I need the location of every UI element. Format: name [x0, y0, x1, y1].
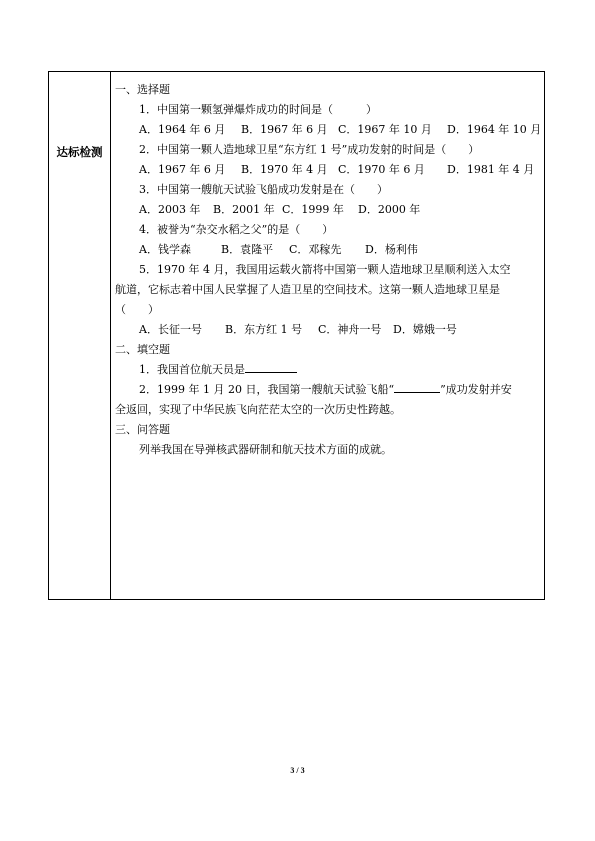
option-c: C．1999 年 — [282, 203, 344, 216]
option-c: C．1970 年 6 月 — [338, 163, 425, 176]
content-column — [115, 80, 541, 460]
answer-blank — [394, 380, 440, 393]
question-1-stem: 1．中国第一颗氢弹爆炸成功的时间是（ ） — [139, 103, 377, 116]
fill-question-2-line-2: 全返回，实现了中华民族飞向茫茫太空的一次历史性跨越。 — [115, 403, 401, 416]
question-5-options — [115, 320, 541, 340]
side-label: 达标检测 — [56, 145, 103, 159]
option-d: D．1964 年 10 月 — [447, 123, 542, 136]
option-d: D．杨利伟 — [365, 243, 418, 256]
fill-question-2-after: ”成功发射并安 — [440, 383, 512, 396]
option-a: A．2003 年 — [139, 203, 201, 216]
question-5-stem-line-1: 5．1970 年 4 月，我国用运载火箭将中国第一颗人造地球卫星顺利送入太空 — [139, 263, 511, 276]
question-2-stem: 2．中国第一颗人造地球卫星“东方红 1 号”成功发射的时间是（ ） — [139, 143, 480, 156]
option-c: C．1967 年 10 月 — [338, 123, 432, 136]
option-a: A．1967 年 6 月 — [139, 163, 226, 176]
exercise-table — [48, 71, 545, 600]
fill-question-2-line-1 — [115, 380, 541, 400]
fill-question-2-before: 2．1999 年 1 月 20 日，我国第一艘航天试验飞船“ — [139, 383, 395, 396]
fill-question-1 — [115, 360, 541, 380]
question-4-options — [115, 240, 541, 260]
option-b: B．东方红 1 号 — [225, 323, 303, 336]
option-c: C．邓稼先 — [289, 243, 342, 256]
option-b: B．1967 年 6 月 — [241, 123, 328, 136]
question-2-options — [115, 160, 541, 180]
option-d: D．嫦娥一号 — [393, 323, 457, 336]
page-number: 3 / 3 — [290, 766, 305, 775]
question-5-stem-line-2: 航道，它标志着中国人民掌握了人造卫星的空间技术。这第一颗人造地球卫星是 — [115, 283, 500, 296]
option-a: A．1964 年 6 月 — [139, 123, 226, 136]
option-c: C．神舟一号 — [318, 323, 382, 336]
question-5-stem-line-3: （ ） — [115, 303, 159, 316]
question-3-options — [115, 200, 541, 220]
question-1-options — [115, 120, 541, 140]
section-heading-essay: 三、问答题 — [115, 423, 170, 436]
answer-blank — [245, 360, 297, 373]
option-a: A．钱学森 — [139, 243, 191, 256]
section-heading-choice: 一、选择题 — [115, 83, 170, 96]
essay-question: 列举我国在导弹核武器研制和航天技术方面的成就。 — [139, 443, 392, 456]
option-d: D．1981 年 4 月 — [447, 163, 535, 176]
question-4-stem: 4．被誉为“杂交水稻之父”的是（ ） — [139, 223, 334, 236]
option-b: B．2001 年 — [213, 203, 275, 216]
fill-question-1-text: 1．我国首位航天员是 — [139, 363, 245, 376]
label-column — [49, 72, 111, 599]
section-heading-fill: 二、填空题 — [115, 343, 170, 356]
option-b: B．袁隆平 — [221, 243, 274, 256]
question-3-stem: 3．中国第一艘航天试验飞船成功发射是在（ ） — [139, 183, 388, 196]
option-b: B．1970 年 4 月 — [241, 163, 328, 176]
option-a: A．长征一号 — [139, 323, 202, 336]
option-d: D．2000 年 — [358, 203, 421, 216]
